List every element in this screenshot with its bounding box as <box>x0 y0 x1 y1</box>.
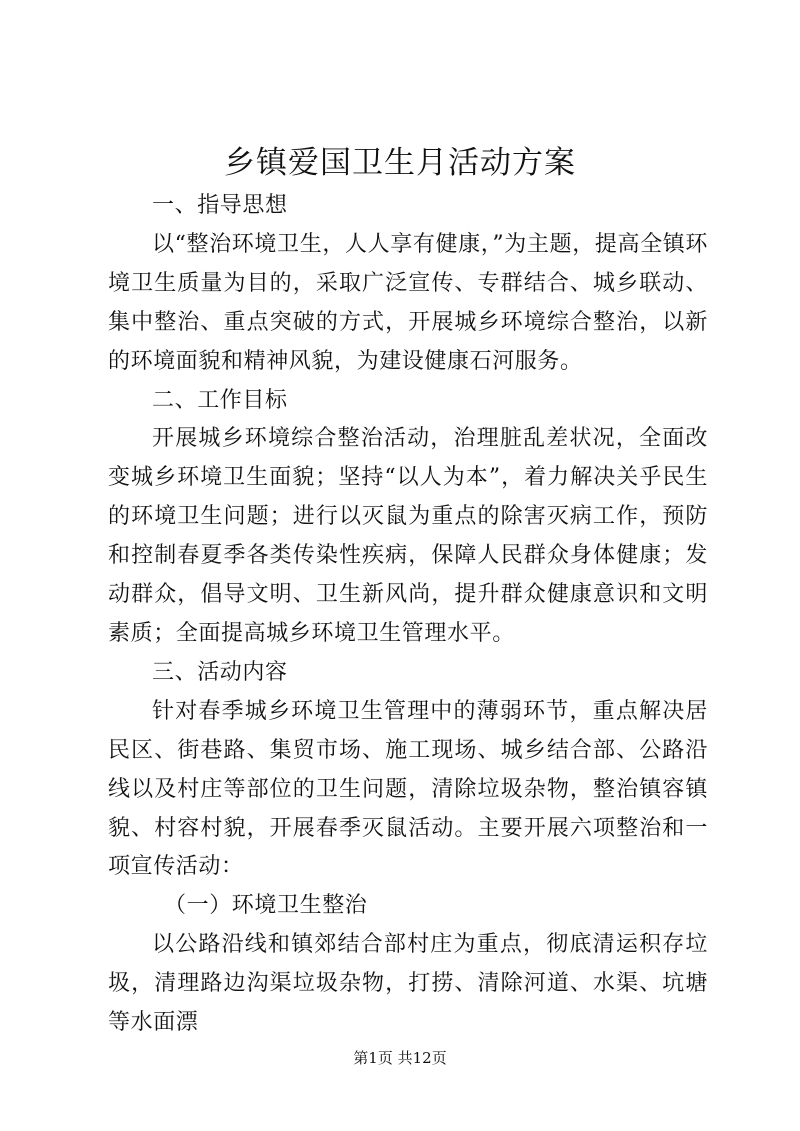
section-paragraph-work-goals: 开展城乡环境综合整治活动，治理脏乱差状况，全面改变城乡环境卫生面貌；坚持“以人为本”，着力解决关乎民生的环境卫生问题；进行以灭鼠为重点的除害灭病工作，预防和控制春夏季各类传染性疾病，保障人民群众身体健康；发动群众，倡导文明、卫生新风尚，提升群众健康意识和文明素质；全面提高城乡环境卫生管理水平。 <box>108 426 708 646</box>
section-heading-activity-content: 三、活动内容 <box>152 659 288 685</box>
document-body <box>108 187 708 1043</box>
document-title: 乡镇爱国卫生月活动方案 <box>224 145 576 181</box>
section-paragraph-guiding-thought: 以“整治环境卫生，人人享有健康，”为主题，提高全镇环境卫生质量为目的，采取广泛宣传、专群结合、城乡联动、集中整治、重点突破的方式，开展城乡环境综合整治，以新的环境面貌和精神风貌，为建设健康石河服务。 <box>108 231 708 374</box>
section-paragraph-activity-content: 针对春季城乡环境卫生管理中的薄弱环节，重点解决居民区、街巷路、集贸市场、施工现场、城乡结合部、公路沿线以及村庄等部位的卫生问题，清除垃圾杂物，整治镇容镇貌、村容村貌，开展春季灭鼠活动。主要开展六项整治和一项宣传活动： <box>108 698 708 880</box>
section-heading-work-goals: 二、工作目标 <box>152 387 288 413</box>
subsection-heading-environment: （一）环境卫生整治 <box>164 893 368 919</box>
page-number-footer: 第1页 共12页 <box>353 1049 447 1067</box>
subsection-paragraph-environment: 以公路沿线和镇郊结合部村庄为重点，彻底清运积存垃圾，清理路边沟渠垃圾杂物，打捞、清除河道、水渠、坑塘等水面漂 <box>108 932 708 1036</box>
section-heading-guiding-thought: 一、指导思想 <box>152 193 288 218</box>
